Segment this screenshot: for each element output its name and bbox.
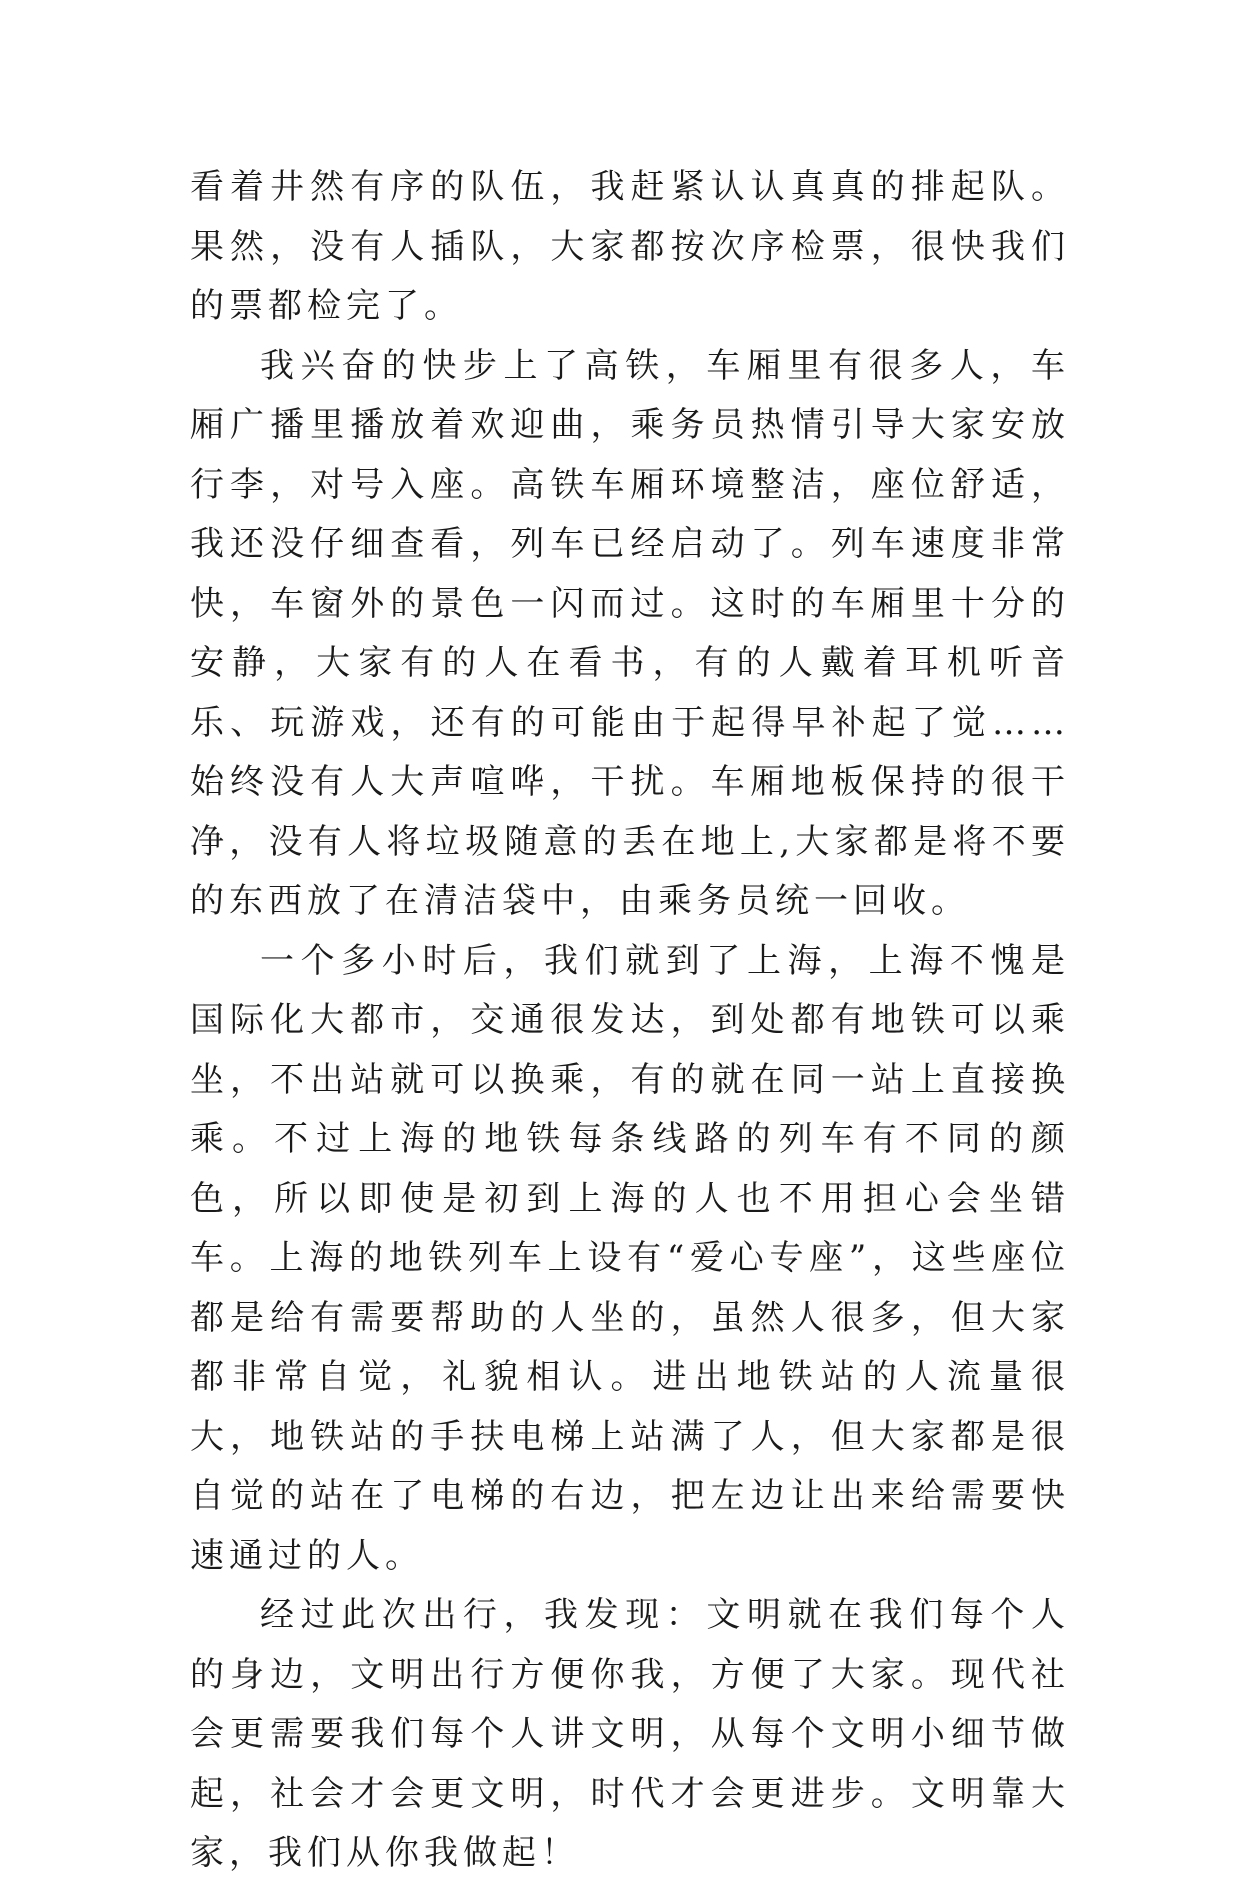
paragraph-2: 我兴奋的快步上了高铁，车厢里有很多人，车厢广播里播放着欢迎曲，乘务员热情引导大家安放行李，对号入座。高铁车厢环境整洁，座位舒适，我还没仔细查看，列车已经启动了。列车速度非常快，车窗外的景色一闪而过。这时的车厢里十分的安静，大家有的人在看书，有的人戴着耳机听音乐、玩游戏，还有的可能由于起得早补起了觉……始终没有人大声喧哗，干扰。车厢地板保持的很干净，没有人将垃圾随意的丢在地上,大家都是将不要的东西放了在清洁袋中，由乘务员统一回收。	[190, 345, 1070, 921]
document-body	[190, 158, 1070, 1884]
paragraph-4: 经过此次出行，我发现：文明就在我们每个人的身边，文明出行方便你我，方便了大家。现代社会更需要我们每个人讲文明，从每个文明小细节做起，社会才会更文明，时代才会更进步。文明靠大家，我们从你我做起！	[190, 1595, 1070, 1873]
paragraph-1: 看着井然有序的队伍，我赶紧认认真真的排起队。果然，没有人插队，大家都按次序检票，很快我们的票都检完了。	[190, 167, 1070, 326]
paragraph-3: 一个多小时后，我们就到了上海，上海不愧是国际化大都市，交通很发达，到处都有地铁可以乘坐，不出站就可以换乘，有的就在同一站上直接换乘。不过上海的地铁每条线路的列车有不同的颜色，所以即使是初到上海的人也不用担心会坐错车。上海的地铁列车上设有“爱心专座”，这些座位都是给有需要帮助的人坐的，虽然人很多，但大家都非常自觉，礼貌相认。进出地铁站的人流量很大，地铁站的手扶电梯上站满了人，但大家都是很自觉的站在了电梯的右边，把左边让出来给需要快速通过的人。	[190, 940, 1070, 1576]
